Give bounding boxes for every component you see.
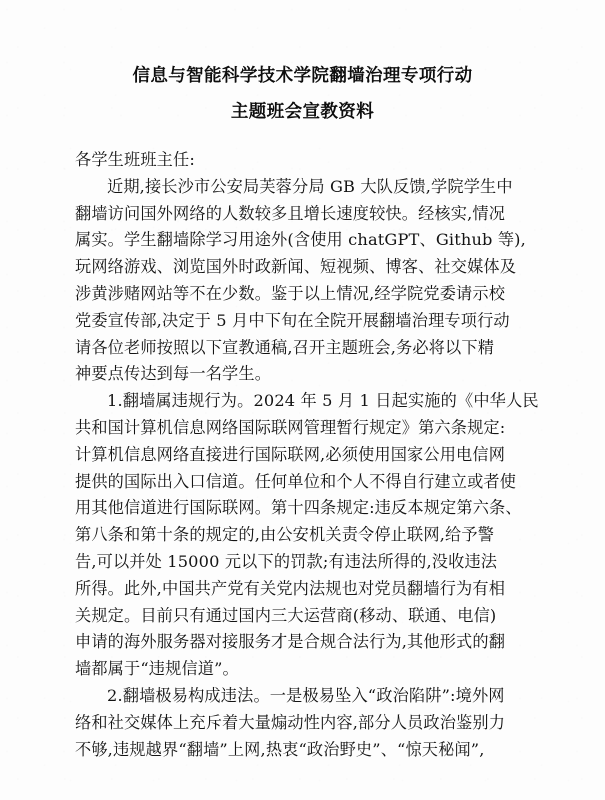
body-line: 翻墙访问国外网络的人数较多且增长速度较快。经核实,情况 (75, 203, 506, 223)
body-line: 用其他信道进行国际联网。第十四条规定:违反本规定第六条、 (75, 498, 522, 518)
body-line: 提供的国际出入口信道。任何单位和个人不得自行建立或者使 (75, 471, 517, 491)
page-subtitle: 主题班会宣教资料 (230, 102, 375, 122)
body-line: 不够,违规越界“翻墙”上网,热衷“政治野史”、“惊天秘闻”, (75, 739, 485, 759)
body-line: 神要点传达到每一名学生。 (75, 364, 272, 384)
body-line: 属实。学生翻墙除学习用途外(含使用 chatGPT、Github 等), (75, 230, 526, 250)
body-line: 请各位老师按照以下宣教通稿,召开主题班会,务必将以下精 (75, 337, 495, 357)
document-body (0, 147, 605, 763)
body-line: 关规定。目前只有通过国内三大运营商(移动、联通、电信) (75, 605, 497, 625)
body-line: 络和社交媒体上充斥着大量煽动性内容,部分人员政治鉴别力 (75, 712, 506, 732)
body-line: 告,可以并处 15000 元以下的罚款;有违法所得的,没收违法 (75, 551, 498, 571)
body-line: 墙都属于“违规信道”。 (75, 659, 239, 679)
body-line: 2.翻墙极易构成违法。一是极易坠入“政治陷阱”:境外网 (107, 685, 505, 705)
page-title: 信息与智能科学技术学院翻墙治理专项行动 (132, 66, 473, 86)
body-line: 计算机信息网络直接进行国际联网,必须使用国家公用电信网 (75, 444, 506, 464)
body-line: 共和国计算机信息网络国际联网管理暂行规定》第六条规定: (75, 417, 506, 437)
body-line: 各学生班班主任: (75, 150, 195, 169)
body-line: 第八条和第十条的规定的,由公安机关责令停止联网,给予警 (75, 525, 495, 545)
body-line: 1.翻墙属违规行为。2024 年 5 月 1 日起实施的《中华人民 (107, 391, 539, 411)
title-block (0, 58, 605, 130)
body-line: 涉黄涉赌网站等不在少数。鉴于以上情况,经学院党委请示校 (75, 283, 506, 303)
body-line: 申请的海外服务器对接服务才是合规合法行为,其他形式的翻 (75, 632, 506, 652)
body-line: 党委宣传部,决定于 5 月中下旬在全院开展翻墙治理专项行动 (75, 310, 510, 330)
body-line: 所得。此外,中国共产党有关党内法规也对党员翻墙行为有相 (75, 578, 506, 598)
body-line: 玩网络游戏、浏览国外时政新闻、短视频、博客、社交媒体及 (75, 257, 517, 277)
body-line: 近期,接长沙市公安局芙蓉分局 GB 大队反馈,学院学生中 (107, 176, 513, 196)
